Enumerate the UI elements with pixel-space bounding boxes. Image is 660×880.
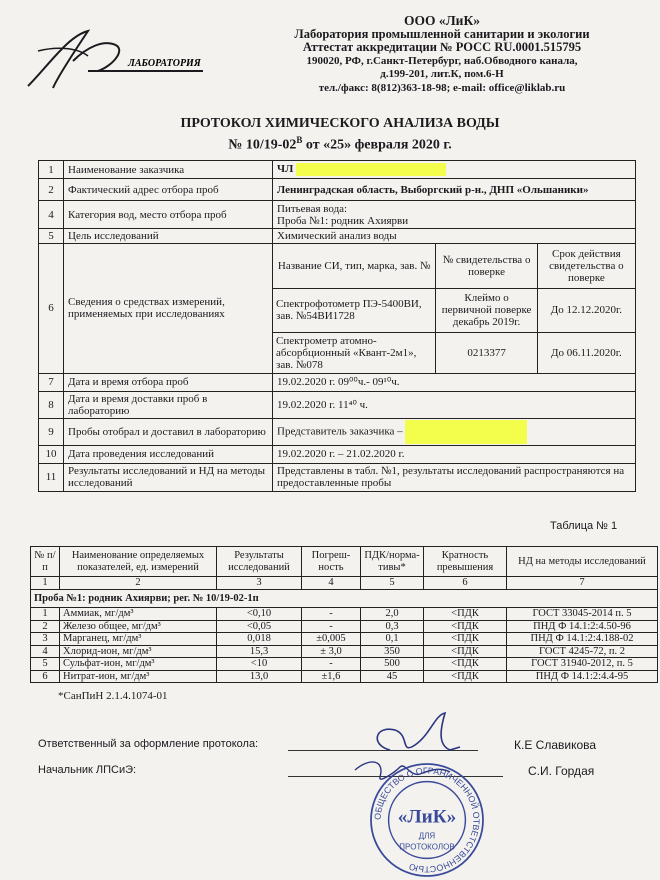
stamp-lower-text: ДЛЯ — [418, 831, 436, 841]
mpc-value: 45 — [361, 670, 424, 683]
footnote: *СанПиН 2.1.4.1074-01 — [58, 690, 168, 702]
column-number: 1 — [31, 577, 60, 590]
redacted-highlight — [296, 163, 446, 176]
row-value — [273, 201, 636, 229]
sample-place: Проба №1: родник Ахиярви — [277, 214, 409, 227]
row-label: Фактический адрес отбора проб — [64, 179, 273, 201]
column-header: ПДК/норма-тивы* — [361, 547, 424, 577]
indicator-name: Нитрат-ион, мг/дм³ — [60, 670, 217, 683]
column-number: 3 — [217, 577, 302, 590]
table-row — [39, 373, 636, 391]
column-number: 5 — [361, 577, 424, 590]
signature-name-2: С.И. Гордая — [528, 764, 595, 778]
row-number: 1 — [39, 161, 64, 179]
info-table — [38, 160, 636, 492]
redacted-highlight — [405, 420, 527, 444]
row-number: 6 — [31, 670, 60, 683]
instruments-table — [273, 244, 635, 373]
error-value: - — [302, 620, 361, 633]
table-row — [31, 670, 658, 683]
row-value: 19.02.2020 г. 09⁰⁰ч.- 09¹⁰ч. — [273, 373, 636, 391]
lab-name: Лаборатория промышленной санитарии и экологии — [294, 26, 590, 41]
row-label: Дата и время доставки проб в лабораторию — [64, 391, 273, 418]
error-value: - — [302, 658, 361, 671]
table-caption: Таблица № 1 — [550, 520, 618, 532]
sample-title-row — [31, 589, 658, 608]
row-label: Результаты исследований и НД на методы исследований — [64, 463, 273, 491]
indicator-name: Аммиак, мг/дм³ — [60, 608, 217, 621]
instrument-name: Спектрофотометр ПЭ-5400ВИ, зав. №54ВИ1728 — [273, 288, 436, 332]
excess-value: <ПДК — [424, 670, 507, 683]
row-number: 9 — [39, 418, 64, 445]
table-row — [39, 244, 636, 374]
row-number: 6 — [39, 244, 64, 374]
column-header: НД на методы исследований — [507, 547, 658, 577]
table-row — [39, 463, 636, 491]
mpc-value: 2,0 — [361, 608, 424, 621]
instrument-row — [273, 288, 635, 332]
method-doc: ПНД Ф 14.1:2:4.4-95 — [507, 670, 658, 683]
stamp-center-text: «ЛиК» — [397, 806, 457, 828]
column-number: 7 — [507, 577, 658, 590]
row-value: Химический анализ воды — [273, 229, 636, 244]
protocol-number-sup: В — [296, 135, 303, 145]
org-name: ООО «ЛиК» — [403, 13, 480, 28]
instruments-header-row — [273, 244, 635, 288]
excess-value: <ПДК — [424, 608, 507, 621]
protocol-title-block — [150, 116, 530, 154]
row-label: Цель исследований — [64, 229, 273, 244]
result-value: 15,3 — [217, 645, 302, 658]
address-line-1: 190020, РФ, г.Санкт-Петербург, наб.Обводного канала, — [306, 54, 578, 67]
results-header-row — [31, 547, 658, 577]
excess-value: <ПДК — [424, 633, 507, 646]
row-number: 5 — [31, 658, 60, 671]
row-label: Сведения о средствах измерений, применяемых при исследованиях — [64, 244, 273, 374]
row-label: Пробы отобрал и доставил в лабораторию — [64, 418, 273, 445]
method-doc: ГОСТ 4245-72, п. 2 — [507, 645, 658, 658]
row-number: 7 — [39, 373, 64, 391]
excess-value: <ПДК — [424, 620, 507, 633]
table-row — [39, 391, 636, 418]
instruments-cell — [273, 244, 636, 374]
result-value: <0,10 — [217, 608, 302, 621]
instrument-validity: До 06.11.2020г. — [537, 332, 635, 373]
sampler-text: Представитель заказчика – — [277, 425, 403, 438]
lik-logo — [18, 26, 208, 94]
error-value: ±1,6 — [302, 670, 361, 683]
signature-name-1: К.Е Славикова — [514, 738, 597, 752]
signature-role-1: Ответственный за оформление протокола: — [38, 738, 259, 750]
row-number: 2 — [31, 620, 60, 633]
instruments-header: Название СИ, тип, марка, зав. № — [273, 244, 436, 288]
table-row — [39, 418, 636, 445]
table-row — [39, 161, 636, 179]
results-table — [30, 546, 658, 683]
table-row — [39, 445, 636, 463]
indicator-name: Хлорид-ион, мг/дм³ — [60, 645, 217, 658]
column-header: Кратность превышения — [424, 547, 507, 577]
row-value — [273, 418, 636, 445]
instrument-certificate: 0213377 — [436, 332, 537, 373]
row-label: Дата и время отбора проб — [64, 373, 273, 391]
instruments-header: № свидетельства о поверке — [436, 244, 537, 288]
method-doc: ГОСТ 31940-2012, п. 5 — [507, 658, 658, 671]
row-number: 1 — [31, 608, 60, 621]
column-number: 6 — [424, 577, 507, 590]
table-row — [39, 201, 636, 229]
column-number: 4 — [302, 577, 361, 590]
address-line-2: д.199-201, лит.К, пом.6-Н — [380, 68, 504, 80]
mpc-value: 350 — [361, 645, 424, 658]
method-doc: ПНД Ф 14.1:2:4.188-02 — [507, 633, 658, 646]
protocol-title: ПРОТОКОЛ ХИМИЧЕСКОГО АНАЛИЗА ВОДЫ — [180, 116, 500, 131]
column-header: Наименование определяемых показателей, ед. измерений — [60, 547, 217, 577]
table-row — [31, 608, 658, 621]
stamp-ring-text: ОБЩЕСТВО С ОГРАНИЧЕННОЙ ОТВЕТСТВЕННОСТЬЮ — [372, 765, 482, 875]
indicator-name: Железо общее, мг/дм³ — [60, 620, 217, 633]
stamp-lower-text-2: ПРОТОКОЛОВ — [399, 842, 455, 852]
indicator-name: Сульфат-ион, мг/дм³ — [60, 658, 217, 671]
instrument-row — [273, 332, 635, 373]
protocol-number-prefix: № 10/19-02 — [228, 137, 297, 153]
table-row — [39, 179, 636, 201]
excess-value: <ПДК — [424, 658, 507, 671]
row-value: ЧЛ — [273, 161, 636, 179]
signature-role-2: Начальник ЛПСиЭ: — [38, 764, 137, 776]
column-header: Результаты исследований — [217, 547, 302, 577]
result-value: 13,0 — [217, 670, 302, 683]
org-header — [232, 14, 652, 95]
instrument-validity: До 12.12.2020г. — [537, 288, 635, 332]
instrument-certificate: Клеймо о первичной поверке декабрь 2019г. — [436, 288, 537, 332]
column-number: 2 — [60, 577, 217, 590]
mpc-value: 500 — [361, 658, 424, 671]
result-value: <10 — [217, 658, 302, 671]
protocol-date: от «25» февраля 2020 г. — [305, 137, 452, 153]
row-number: 3 — [31, 633, 60, 646]
row-value: Ленинградская область, Выборгский р-н., ДНП «Ольшаники» — [273, 179, 636, 201]
instrument-name: Спектрометр атомно-абсорбционный «Квант-2м1», зав. №078 — [273, 332, 436, 373]
row-value: Представлены в табл. №1, результаты исследований распространяются на предоставленные пробы — [273, 463, 636, 491]
excess-value: <ПДК — [424, 645, 507, 658]
table-row — [31, 645, 658, 658]
column-header: № п/п — [31, 547, 60, 577]
row-number: 5 — [39, 229, 64, 244]
table-row — [31, 633, 658, 646]
mpc-value: 0,1 — [361, 633, 424, 646]
column-number-row — [31, 577, 658, 590]
result-value: 0,018 — [217, 633, 302, 646]
company-stamp — [352, 760, 502, 880]
result-value: <0,05 — [217, 620, 302, 633]
sample-title: Проба №1: родник Ахиярви; рег. № 10/19-02-1п — [31, 589, 658, 608]
instruments-header: Срок действия свидетельства о поверке — [537, 244, 635, 288]
contacts: тел./факс: 8(812)363-18-98; e-mail: office@liklab.ru — [318, 81, 566, 94]
row-number: 11 — [39, 463, 64, 491]
row-value: 19.02.2020 г. 11⁴⁰ ч. — [273, 391, 636, 418]
row-label: Наименование заказчика — [64, 161, 273, 179]
protocol-number — [150, 132, 530, 154]
row-number: 2 — [39, 179, 64, 201]
error-value: ±0,005 — [302, 633, 361, 646]
row-number: 8 — [39, 391, 64, 418]
method-doc: ПНД Ф 14.1:2:4.50-96 — [507, 620, 658, 633]
logo-word: ЛАБОРАТОРИЯ — [128, 58, 201, 69]
row-value: 19.02.2020 г. – 21.02.2020 г. — [273, 445, 636, 463]
error-value: - — [302, 608, 361, 621]
table-row — [31, 658, 658, 671]
row-number: 4 — [39, 201, 64, 229]
row-label: Дата проведения исследований — [64, 445, 273, 463]
row-number: 10 — [39, 445, 64, 463]
indicator-name: Марганец, мг/дм³ — [60, 633, 217, 646]
row-label: Категория вод, место отбора проб — [64, 201, 273, 229]
error-value: ± 3,0 — [302, 645, 361, 658]
method-doc: ГОСТ 33045-2014 п. 5 — [507, 608, 658, 621]
column-header: Погреш-ность — [302, 547, 361, 577]
table-row — [39, 229, 636, 244]
row-number: 4 — [31, 645, 60, 658]
accreditation: Аттестат аккредитации № РОСС RU.0001.515795 — [302, 40, 582, 54]
water-category: Питьевая вода: — [277, 202, 348, 215]
mpc-value: 0,3 — [361, 620, 424, 633]
table-row — [31, 620, 658, 633]
